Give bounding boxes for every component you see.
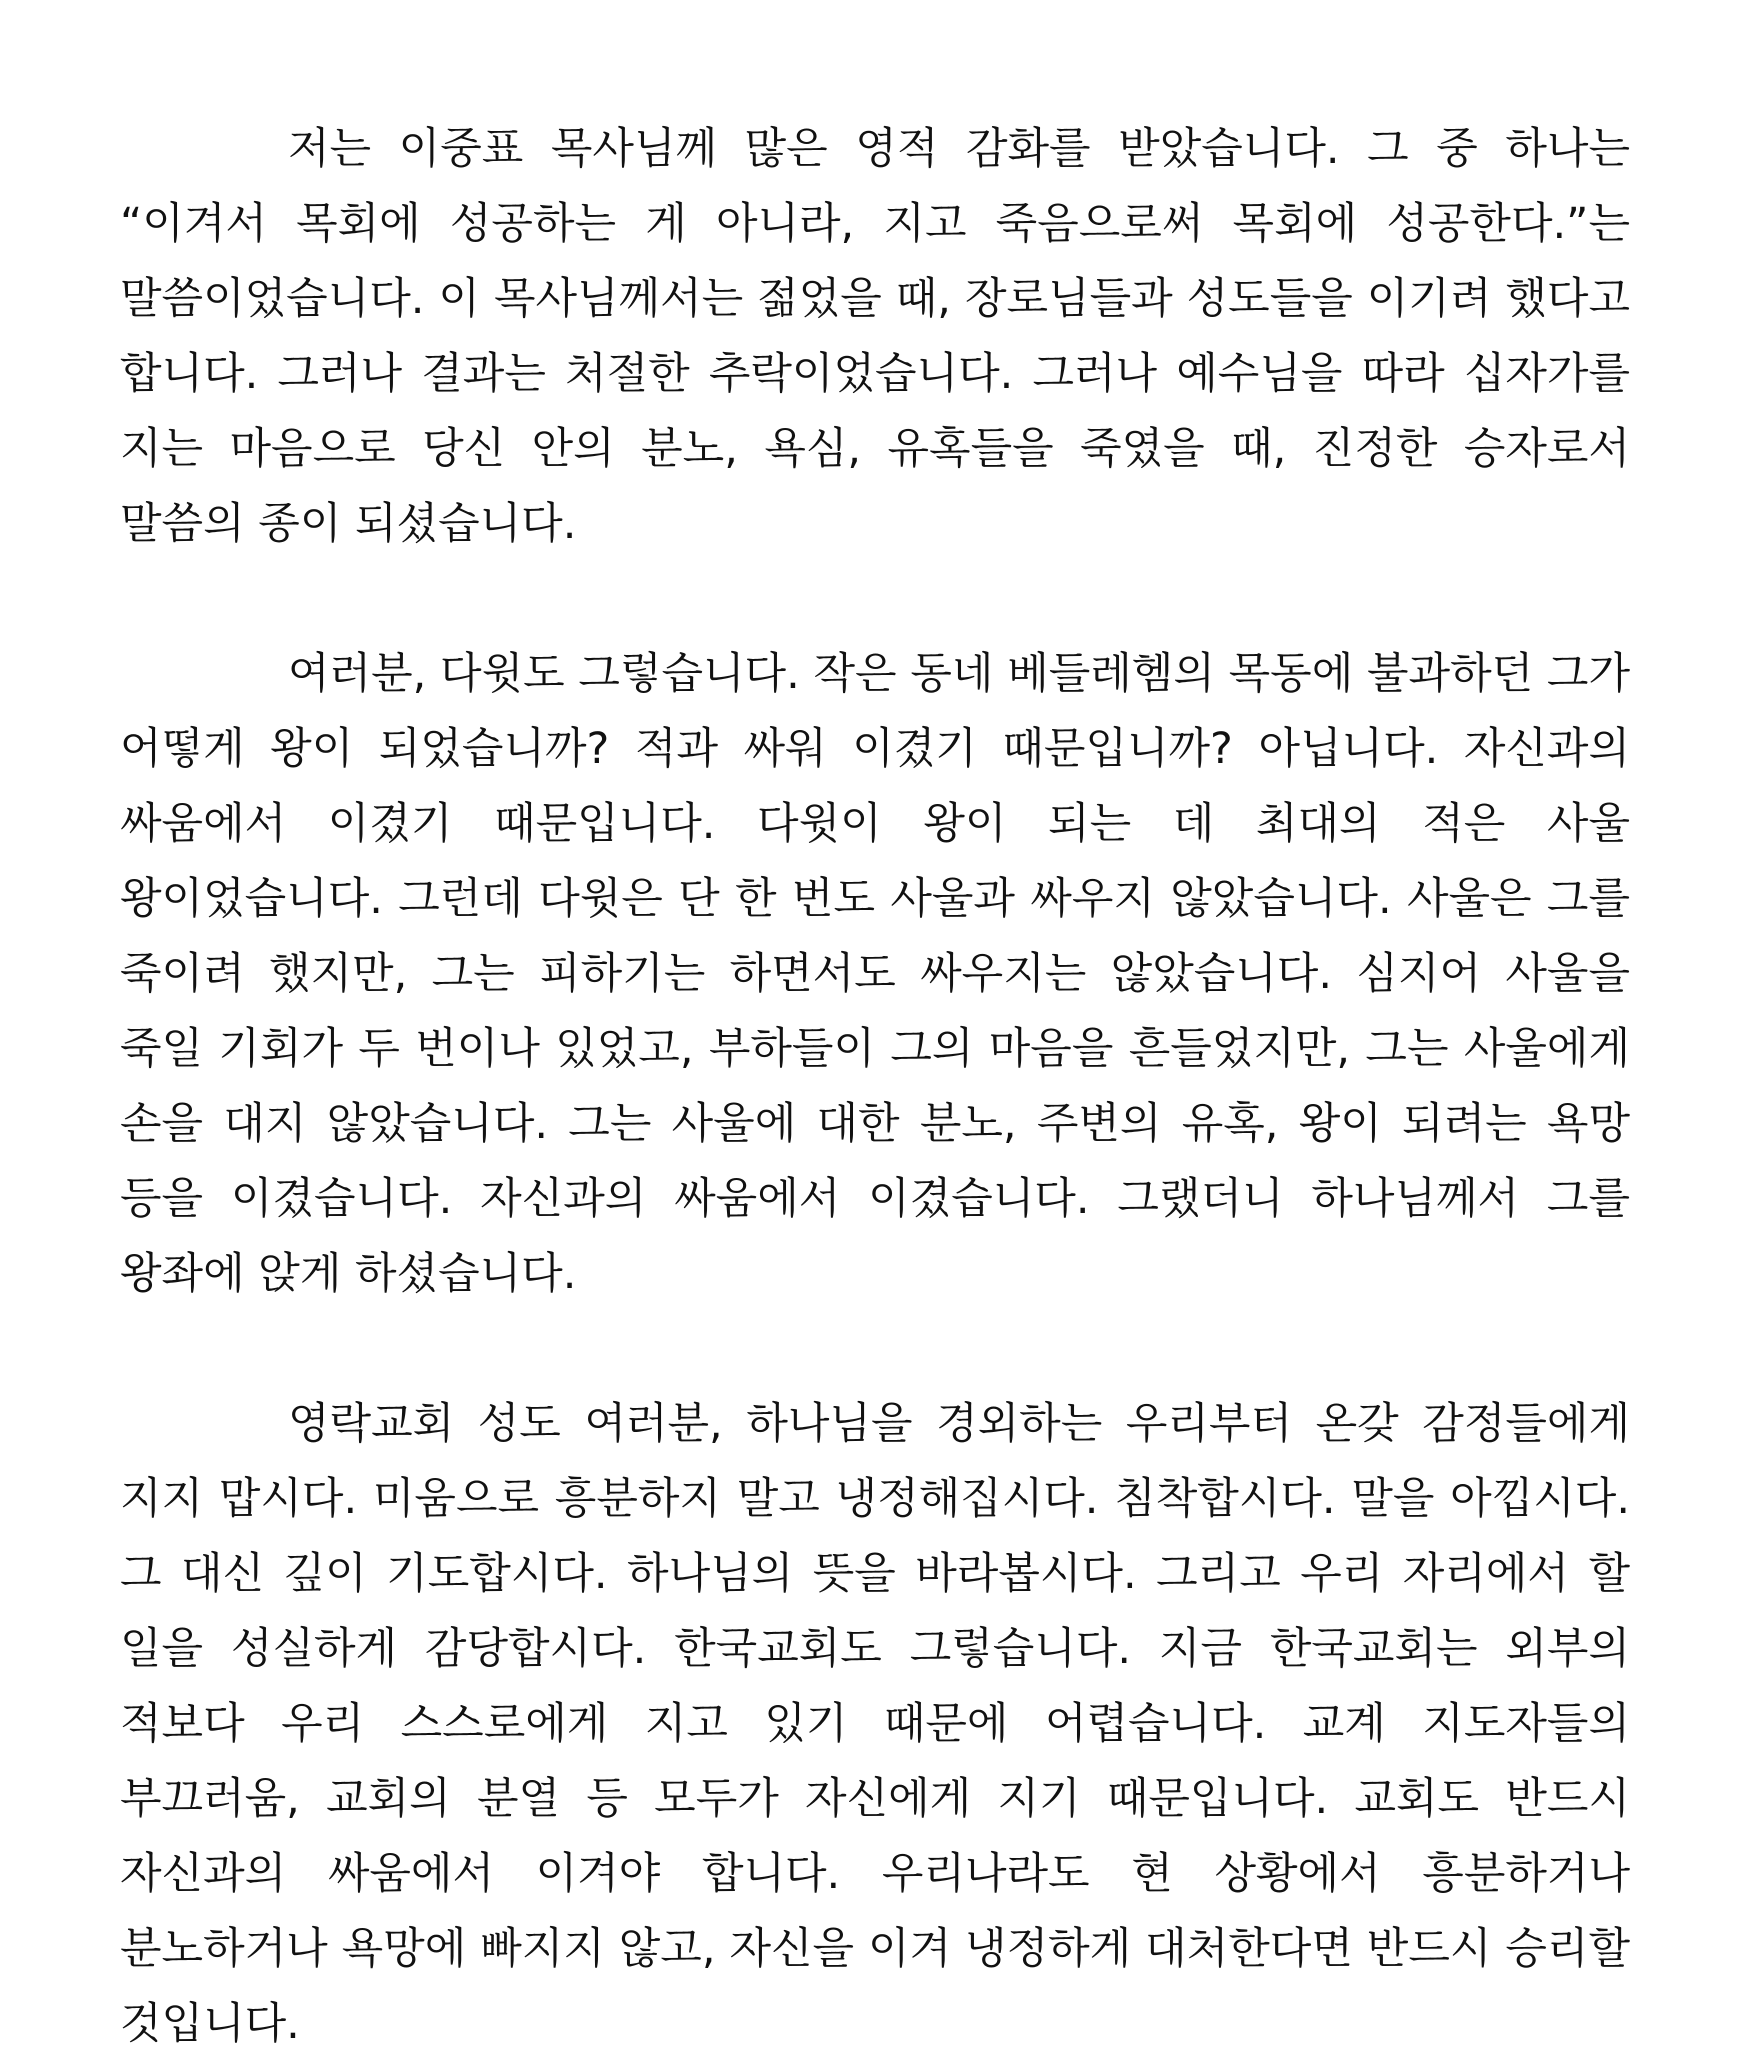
paragraph-2: 여러분, 다윗도 그렇습니다. 작은 동네 베들레헴의 목동에 불과하던 그가 어떻게 왕이 되었습니까? 적과 싸워 이겼기 때문입니까? 아닙니다. 자신과의 싸움에서 이겼기 때문입니다. 다윗이 왕이 되는 데 최대의 적은 사울 왕이었습니다. 그런데 다윗은 단 한 번도 사울과 싸우지 않았습니다. 사울은 그를 죽이려 했지만, 그는 피하기는 하면서도 싸우지는 않았습니다. 심지어 사울을 죽일 기회가 두 번이나 있었고, 부하들이 그의 마음을 흔들었지만, 그는 사울에게 손을 대지 않았습니다. 그는 사울에 대한 분노, 주변의 유혹, 왕이 되려는 욕망 등을 이겼습니다. 자신과의 싸움에서 이겼습니다. 그랬더니 하나님께서 그를 왕좌에 앉게 하셨습니다. bbox=[120, 649, 1630, 1299]
document-page bbox=[120, 112, 1630, 2062]
paragraph-1: 저는 이중표 목사님께 많은 영적 감화를 받았습니다. 그 중 하나는 “이겨서 목회에 성공하는 게 아니라, 지고 죽음으로써 목회에 성공한다.”는 말씀이었습니다. 이 목사님께서는 젊었을 때, 장로님들과 성도들을 이기려 했다고 합니다. 그러나 결과는 처절한 추락이었습니다. 그러나 예수님을 따라 십자가를 지는 마음으로 당신 안의 분노, 욕심, 유혹들을 죽였을 때, 진정한 승자로서 말씀의 종이 되셨습니다. bbox=[120, 124, 1631, 549]
paragraph-3: 영락교회 성도 여러분, 하나님을 경외하는 우리부터 온갖 감정들에게 지지 맙시다. 미움으로 흥분하지 말고 냉정해집시다. 침착합시다. 말을 아낍시다. 그 대신 깊이 기도합시다. 하나님의 뜻을 바라봅시다. 그리고 우리 자리에서 할 일을 성실하게 감당합시다. 한국교회도 그렇습니다. 지금 한국교회는 외부의 적보다 우리 스스로에게 지고 있기 때문에 어렵습니다. 교계 지도자들의 부끄러움, 교회의 분열 등 모두가 자신에게 지기 때문입니다. 교회도 반드시 자신과의 싸움에서 이겨야 합니다. 우리나라도 현 상황에서 흥분하거나 분노하거나 욕망에 빠지지 않고, 자신을 이겨 냉정하게 대처한다면 반드시 승리할 것입니다. bbox=[120, 1399, 1630, 2049]
